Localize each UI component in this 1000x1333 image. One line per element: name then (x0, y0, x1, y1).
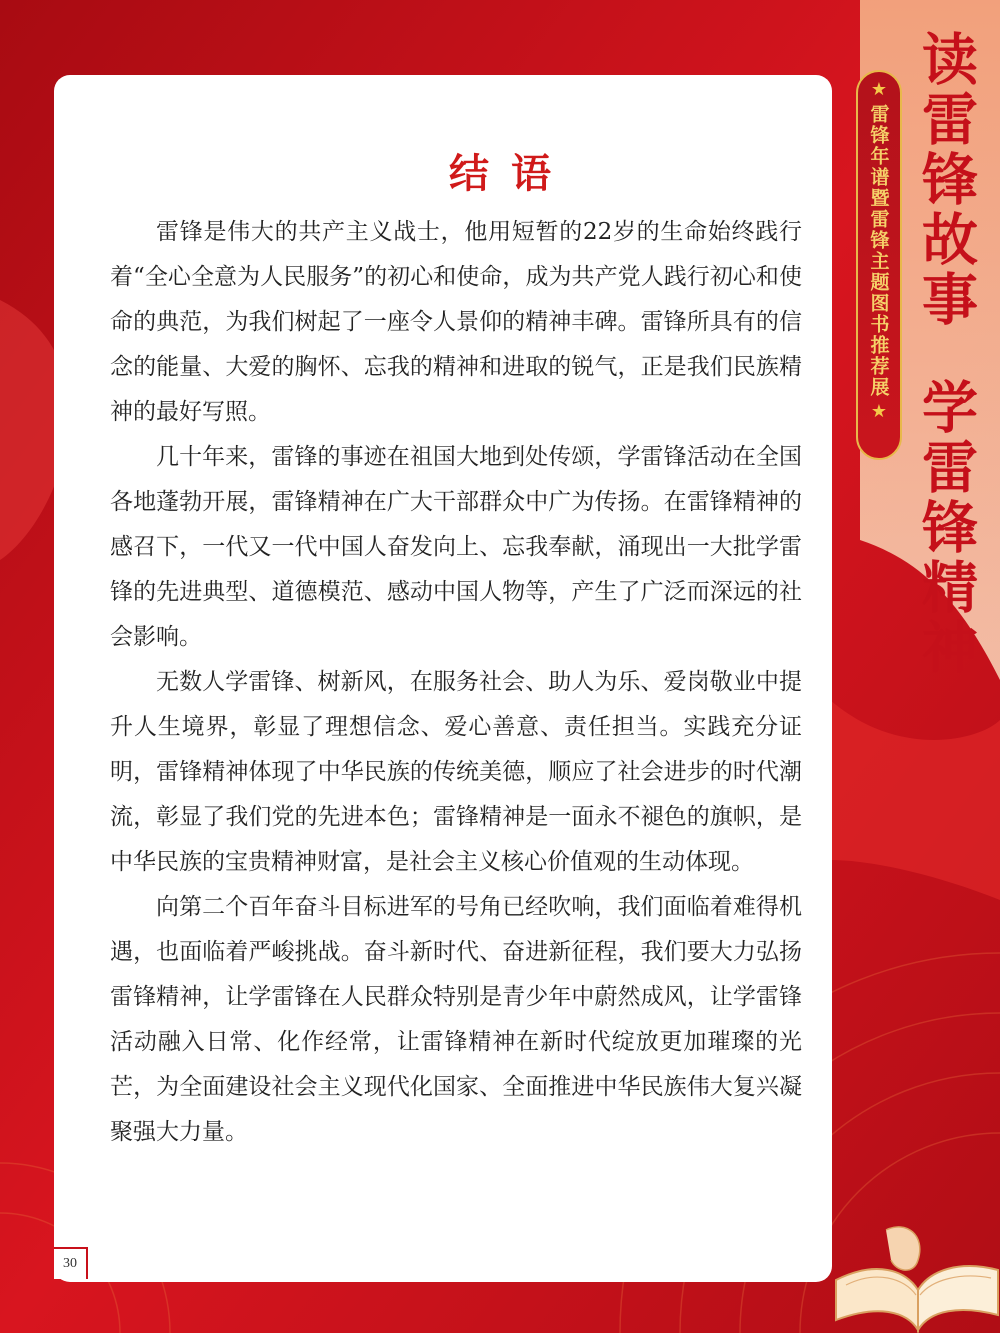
page-number: 30 (54, 1247, 88, 1279)
side-heading-learn: 学雷锋精神 (913, 378, 978, 678)
star-icon: ★ (870, 401, 888, 422)
paragraph-1: 雷锋是伟大的共产主义战士，他用短暂的22岁的生命始终践行着“全心全意为人民服务”的初心和使命，成为共产党人践行初心和使命的典范，为我们树起了一座令人景仰的精神丰碑。雷锋所具有的信念的能量、大爱的胸怀、忘我的精神和进取的锐气，正是我们民族精神的最好写照。 (110, 219, 802, 425)
paragraph-4: 向第二个百年奋斗目标进军的号角已经吹响，我们面临着难得机遇，也面临着严峻挑战。奋斗新时代、奋进新征程，我们要大力弘扬雷锋精神，让学雷锋在人民群众特别是青少年中蔚然成风，让学雷锋活动融入日常、化作经常，让雷锋精神在新时代绽放更加璀璨的光芒，为全面建设社会主义现代化国家、全面推进中华民族伟大复兴凝聚强大力量。 (110, 894, 802, 1145)
side-heading-read: 读雷锋故事 (913, 30, 978, 330)
star-icon: ★ (870, 79, 888, 100)
exhibition-banner (856, 70, 902, 460)
page-title: 结语 (449, 151, 573, 197)
paragraph-2: 几十年来，雷锋的事迹在祖国大地到处传颂，学雷锋活动在全国各地蓬勃开展，雷锋精神在广大干部群众中广为传扬。在雷锋精神的感召下，一代又一代中国人奋发向上、忘我奉献，涌现出一大批学雷锋的先进典型、道德模范、感动中国人物等，产生了广泛而深远的社会影响。 (110, 444, 802, 650)
body-text (110, 210, 802, 1155)
paragraph-3: 无数人学雷锋、树新风，在服务社会、助人为乐、爱岗敬业中提升人生境界，彰显了理想信念、爱心善意、责任担当。实践充分证明，雷锋精神体现了中华民族的传统美德，顺应了社会进步的时代潮流，彰显了我们党的先进本色；雷锋精神是一面永不褪色的旗帜，是中华民族的宝贵精神财富，是社会主义核心价值观的生动体现。 (110, 669, 802, 875)
banner-text: 雷锋年谱暨雷锋主题图书推荐展 (867, 104, 890, 398)
open-book-icon (826, 1200, 1000, 1333)
